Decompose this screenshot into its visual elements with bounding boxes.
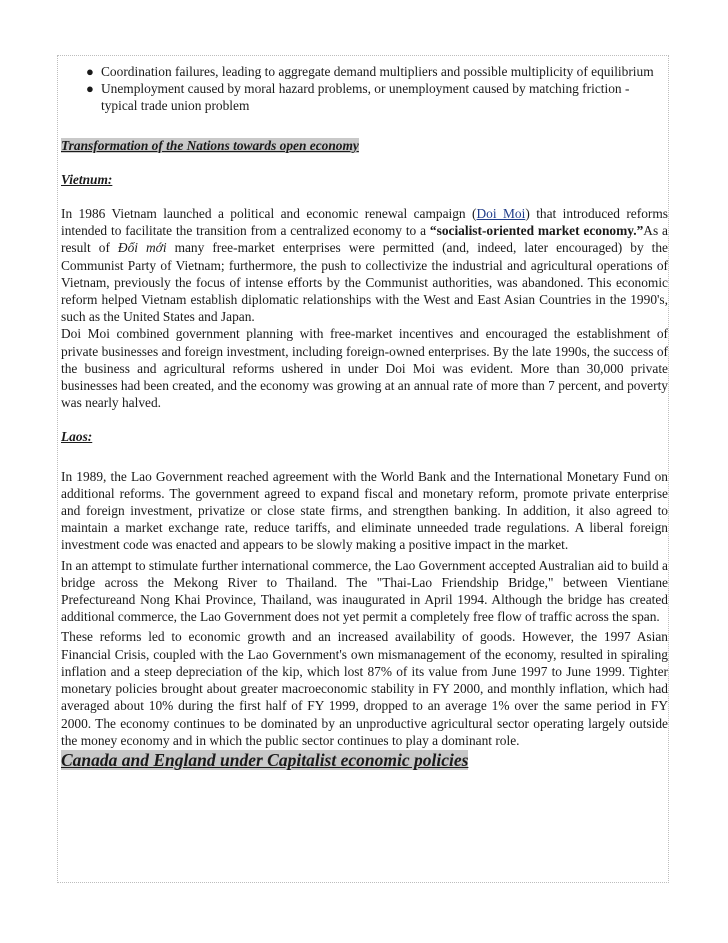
bullet-icon: ● [86,64,94,79]
list-item: ● Coordination failures, leading to aggregate demand multipliers and possible multiplicity of equilibrium [86,64,654,79]
laos-heading: Laos: [61,429,93,445]
vietnam-paragraph-1: In 1986 Vietnam launched a political and economic renewal campaign (Doi Moi) that introduced reforms intended to facilitate the transition from a centralized economy to a “socialist-oriented market economy.”As a result of Đổi mới many free-market enterprises were permitted (and, indeed, later encouraged) by the Communist Party of Vietnam; furthermore, the push to collectivize the industrial and agricultural operations of Vietnam, previously the focus of intense efforts by the Communist authorities, was abandoned. This economic reform helped Vietnam establish diplomatic relationships with the West and East Asian Countries in the 1990's, such as the United States and Japan. [61,206,669,325]
vietnam-heading: Vietnum: [61,171,113,187]
section-heading: Transformation of the Nations towards open economy [61,137,359,153]
bullet-icon: ● [86,81,94,97]
vietnam-paragraph-2: Doi Moi combined government planning with free-market incentives and encouraged the establishment of private businesses and foreign investment, including foreign-owned enterprises. By the late 1990s, the success of the business and agricultural reforms ushered in under Doi Moi was evident. More than 30,000 private businesses had been created, and the economy was growing at an annual rate of more than 7 percent, and poverty was nearly halved. [61,326,668,411]
laos-paragraph-2: In an attempt to stimulate further international commerce, the Lao Government accepted Australian aid to build a bridge across the Mekong River to Thailand. The "Thai-Lao Friendship Bridge," between Vientiane Prefectureand Nong Khai Province, Thailand, was inaugurated in April 1994. Although the bridge has created additional commerce, the Lao Government does not yet permit a completely free flow of traffic across the span. [61,557,668,625]
laos-paragraph-1: In 1989, the Lao Government reached agreement with the World Bank and the International Monetary Fund on additional reforms. The government agreed to expand fiscal and monetary reform, promote private enterprise and foreign investment, privatize or close state firms, and strengthen banking. In addition, it also agreed to maintain a market exchange rate, reduce tariffs, and eliminate unneeded trade regulations. A liberal foreign investment code was enacted and appears to be slowly making a positive impact in the market. [61,468,668,553]
bullet-list [61,63,668,115]
doi-moi-link[interactable]: Doi Moi [476,206,526,222]
list-item: ● Unemployment caused by moral hazard problems, or unemployment caused by matching friction - typical trade union problem [86,81,630,114]
document-body [61,63,668,771]
final-heading: Canada and England under Capitalist economic policies [61,749,469,770]
laos-paragraph-3: These reforms led to economic growth and an increased availability of goods. However, the 1997 Asian Financial Crisis, coupled with the Lao Government's own mismanagement of the economy, resulted in spiraling inflation and a steep depreciation of the kip, which lost 87% of its value from June 1997 to June 1999. Tighter monetary policies brought about greater macroeconomic stability in FY 2000, and monthly inflation, which had averaged about 10% during the first half of FY 1999, dropped to an average 1% over the same period in FY 2000. The economy continues to be dominated by an unproductive agricultural sector operating largely outside the money economy and in which the public sector continues to play a dominant role. [61,629,668,748]
